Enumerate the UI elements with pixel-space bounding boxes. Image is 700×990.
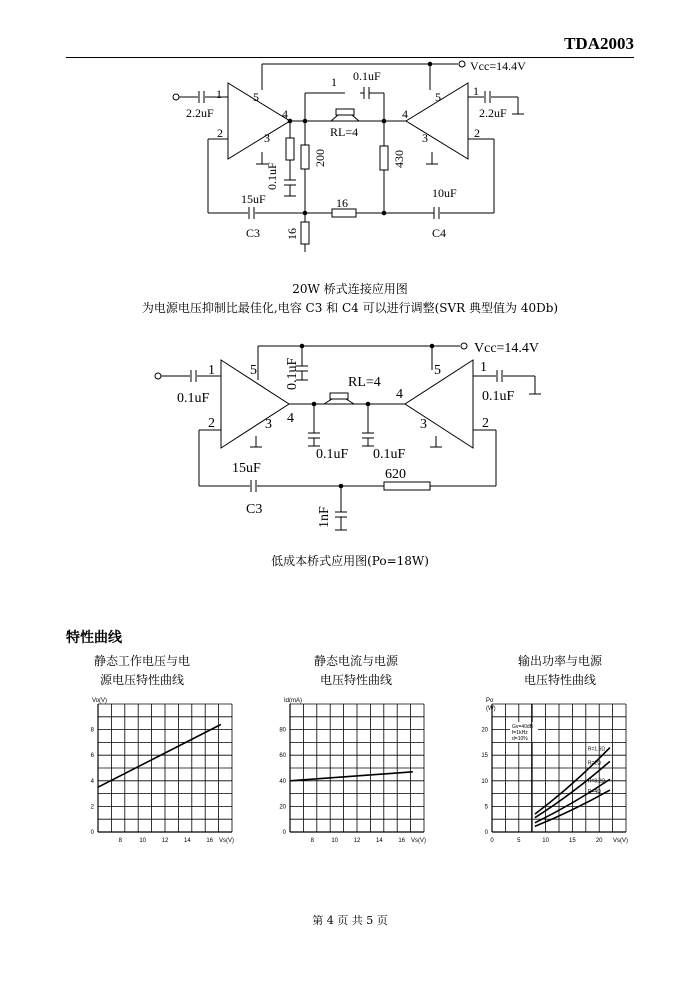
svg-text:1: 1	[208, 363, 215, 378]
svg-text:Vcc=14.4V: Vcc=14.4V	[474, 341, 540, 356]
svg-text:2: 2	[482, 416, 489, 431]
section-title: 特性曲线	[66, 630, 122, 646]
svg-text:5: 5	[434, 363, 441, 378]
page-footer: 第 4 页 共 5 页	[312, 914, 388, 927]
svg-text:15uF: 15uF	[241, 192, 266, 206]
x-tick-label: 10	[542, 838, 549, 844]
svg-text:1: 1	[216, 87, 222, 101]
y-axis-unit: (W)	[486, 706, 496, 712]
y-tick-label: 8	[90, 727, 94, 734]
chart1-title: 静态工作电压与电 源电压特性曲线	[93, 654, 190, 687]
y-tick-label: 15	[481, 753, 488, 760]
svg-text:C4: C4	[432, 226, 447, 240]
y-tick-label: 5	[484, 804, 488, 811]
svg-text:0.1uF: 0.1uF	[353, 69, 381, 83]
chart2-title: 静态电流与电源 电压特性曲线	[313, 654, 398, 687]
svg-text:2.2uF: 2.2uF	[479, 106, 507, 120]
x-tick-label: 16	[398, 838, 406, 844]
svg-text:4: 4	[396, 387, 403, 402]
svg-text:RL=4: RL=4	[330, 125, 359, 139]
y-tick-label: 20	[481, 727, 488, 734]
svg-text:2: 2	[217, 126, 223, 140]
svg-text:2.2uF: 2.2uF	[186, 106, 214, 120]
series-line	[290, 772, 413, 781]
svg-text:5: 5	[435, 90, 441, 104]
svg-text:Vcc=14.4V: Vcc=14.4V	[470, 59, 526, 73]
series-label: R=2Ω	[587, 760, 601, 767]
svg-text:3: 3	[422, 131, 428, 145]
x-tick-label: 12	[161, 838, 169, 844]
x-axis-label: Vs(V)	[219, 838, 234, 844]
y-tick-label: 40	[279, 778, 286, 785]
circuit1-caption: 20W 桥式连接应用图	[292, 282, 408, 296]
y-tick-label: 6	[90, 753, 94, 760]
y-tick-label: 0	[282, 830, 286, 836]
svg-text:4: 4	[402, 107, 408, 121]
svg-text:430: 430	[392, 150, 406, 168]
svg-text:RL=4: RL=4	[348, 375, 381, 390]
svg-text:0.1uF: 0.1uF	[316, 447, 349, 462]
svg-text:0.1uF: 0.1uF	[265, 162, 279, 190]
x-tick-label: 14	[375, 838, 383, 844]
svg-text:620: 620	[385, 467, 406, 482]
y-tick-label: 10	[481, 778, 488, 785]
chart-output-power	[464, 690, 644, 850]
svg-text:16: 16	[336, 196, 348, 210]
svg-text:C3: C3	[246, 226, 261, 240]
series-label: R=3.2Ω	[587, 778, 606, 785]
x-tick-label: 10	[331, 838, 339, 844]
svg-text:0.1uF: 0.1uF	[482, 389, 515, 404]
svg-text:3: 3	[420, 417, 427, 432]
svg-text:5: 5	[250, 363, 257, 378]
svg-text:1nF: 1nF	[317, 506, 332, 528]
series-label: R=4Ω	[587, 789, 601, 796]
y-tick-label: 80	[279, 727, 286, 734]
svg-text:10uF: 10uF	[432, 186, 457, 200]
svg-text:2: 2	[474, 126, 480, 140]
svg-text:0.1uF: 0.1uF	[373, 447, 406, 462]
svg-text:3: 3	[264, 131, 270, 145]
svg-text:15uF: 15uF	[232, 461, 261, 476]
annotation-text: Gv=40dB	[512, 724, 533, 730]
svg-text:1: 1	[331, 75, 337, 89]
y-axis-label: Po	[486, 698, 494, 704]
svg-text:0.1uF: 0.1uF	[285, 357, 300, 390]
x-tick-label: 20	[595, 838, 603, 844]
svg-text:200: 200	[313, 149, 327, 167]
y-tick-label: 4	[90, 778, 94, 785]
svg-text:5: 5	[253, 90, 259, 104]
chart-quiescent-voltage	[70, 690, 250, 850]
x-tick-label: 8	[310, 838, 315, 844]
svg-text:1: 1	[480, 360, 487, 375]
document-title: TDA2003	[564, 34, 634, 53]
y-tick-label: 20	[279, 804, 286, 811]
x-tick-label: 8	[118, 838, 123, 844]
x-axis-label: Vs(V)	[613, 838, 628, 844]
y-tick-label: 2	[90, 804, 94, 811]
x-tick-label: 10	[139, 838, 147, 844]
x-tick-label: 5	[517, 838, 521, 844]
y-axis-label: Id(mA)	[284, 698, 302, 704]
y-axis-label: Vo(V)	[92, 698, 108, 704]
svg-text:3: 3	[265, 417, 272, 432]
svg-text:2: 2	[208, 416, 215, 431]
x-axis-label: Vs(V)	[411, 838, 426, 844]
x-tick-label: 16	[206, 838, 214, 844]
x-tick-label: 12	[353, 838, 361, 844]
x-tick-label: 15	[569, 838, 576, 844]
svg-text:0.1uF: 0.1uF	[177, 391, 210, 406]
svg-text:C3: C3	[246, 502, 263, 517]
annotation-text: f=1kHz	[512, 730, 528, 736]
circuit1-note: 为电源电压抑制比最佳化,电容 C3 和 C4 可以进行调整(SVR 典型值为 40Db)	[141, 301, 559, 315]
annotation-text: d=10%	[512, 736, 528, 742]
x-tick-label: 0	[490, 838, 494, 844]
svg-text:4: 4	[287, 411, 294, 426]
svg-text:4: 4	[282, 107, 288, 121]
svg-text:16: 16	[285, 228, 299, 240]
series-label: R=1.6Ω	[587, 746, 606, 753]
chart3-title: 输出功率与电源 电压特性曲线	[517, 654, 602, 687]
svg-text:1: 1	[473, 84, 479, 98]
y-tick-label: 0	[484, 830, 488, 836]
series-line	[98, 724, 221, 787]
chart-quiescent-current	[262, 690, 442, 850]
y-tick-label: 60	[279, 753, 286, 760]
x-tick-label: 14	[183, 838, 191, 844]
circuit2-caption: 低成本桥式应用图(Po=18W)	[271, 554, 429, 568]
y-tick-label: 0	[90, 830, 94, 836]
